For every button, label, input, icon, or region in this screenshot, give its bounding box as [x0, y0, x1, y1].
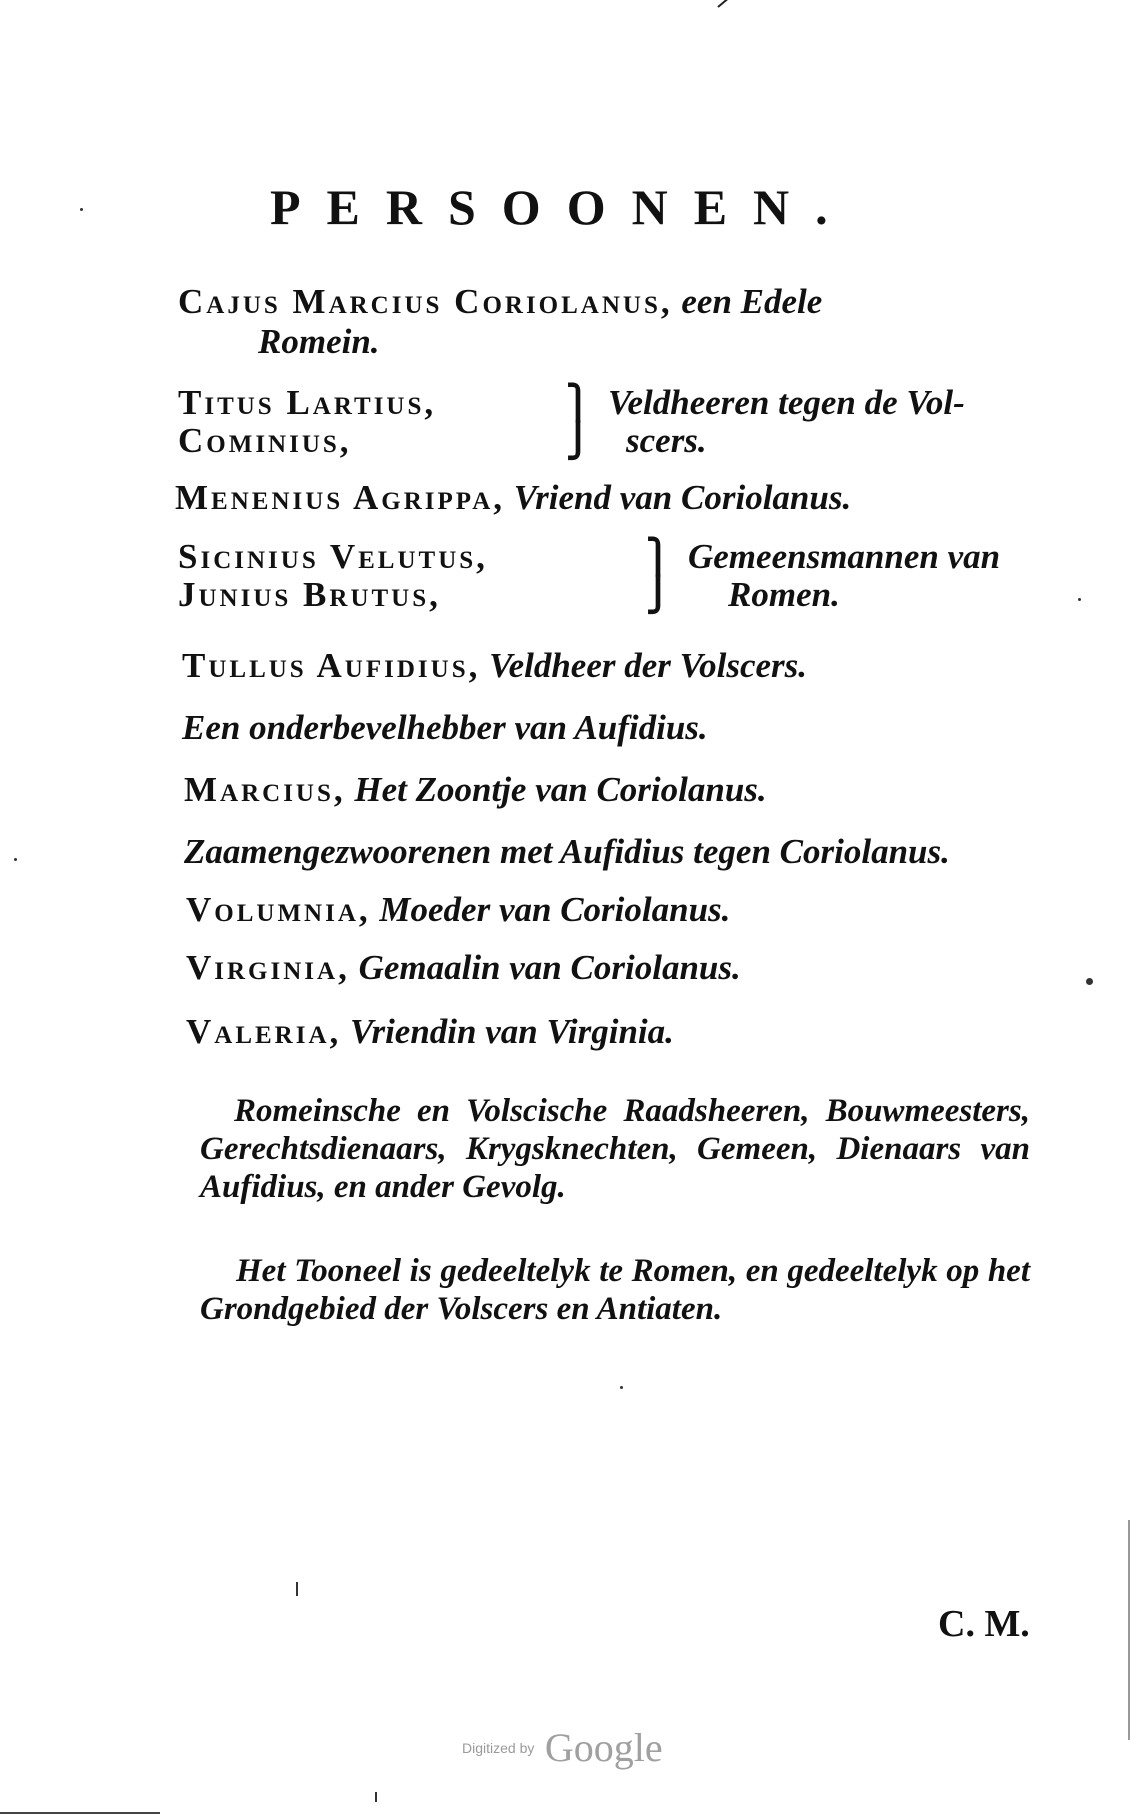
cast-group-generals: [178, 384, 1038, 464]
cast-entry-conspirators: [184, 832, 950, 872]
cast-name: Tullus Aufidius,: [182, 646, 481, 685]
cast-description: een Edele: [681, 282, 823, 321]
cast-entry-marcius: [184, 770, 767, 810]
cast-entry-volumnia: [186, 890, 730, 930]
brace-bottom: ⎭: [645, 575, 671, 615]
cast-name: Valeria,: [186, 1012, 342, 1051]
cast-name: Cajus Marcius Coriolanus,: [178, 282, 673, 321]
cast-description-cont: Romein.: [258, 322, 380, 361]
cast-role-line: Veldheeren tegen de Vol-: [608, 383, 965, 422]
scan-speck: [296, 1582, 298, 1596]
digitized-watermark: [462, 1724, 663, 1771]
cast-entry-virginia: [186, 948, 741, 988]
pencil-mark: [717, 0, 738, 8]
cast-description: Het Zoontje van Coriolanus.: [354, 770, 767, 809]
cast-name: Menenius Agrippa,: [175, 478, 505, 517]
cast-description: Gemaalin van Coriolanus.: [358, 948, 741, 987]
cast-role-line: scers.: [626, 421, 707, 460]
cast-entry-coriolanus-cont: [258, 322, 380, 362]
scan-speck: [620, 1386, 623, 1389]
scan-speck: [14, 858, 17, 861]
cast-role-line: Romen.: [728, 575, 840, 614]
scan-speck: [375, 1792, 377, 1802]
google-logo: Google: [544, 1725, 663, 1770]
scan-bottom-line: [0, 1812, 160, 1814]
cast-name: Volumnia,: [186, 890, 371, 929]
cast-group-names: [178, 538, 488, 614]
cast-description: Moeder van Coriolanus.: [379, 890, 731, 929]
cast-description: Vriendin van Virginia.: [350, 1012, 674, 1051]
cast-role-line: Gemeensmannen van: [688, 537, 1001, 576]
scan-speck: [1078, 598, 1081, 601]
scan-edge-line: [1128, 1520, 1130, 1740]
brace-top: ⎫: [645, 537, 671, 577]
cast-name: Cominius,: [178, 421, 352, 460]
cast-name: Virginia,: [186, 948, 350, 987]
cast-group-names: [178, 384, 436, 460]
brace-top: ⎫: [565, 383, 591, 423]
cast-role: [608, 384, 965, 460]
cast-group-tribunes: [178, 538, 1038, 618]
cast-name: Junius Brutus,: [178, 575, 441, 614]
scan-speck: [80, 208, 83, 211]
brace-bottom: ⎭: [565, 421, 591, 461]
cast-entry-coriolanus: [178, 282, 822, 322]
page-title: PERSOONEN.: [270, 179, 854, 235]
cast-entry-valeria: [186, 1012, 674, 1052]
cast-name: Titus Lartius,: [178, 383, 437, 422]
cast-entry-menenius: [175, 478, 851, 518]
cast-description: Veldheer der Volscers.: [489, 646, 808, 685]
setting-paragraph: Het Tooneel is gedeeltelyk te Romen, en gedeeltelyk op het Grondgebied der Volscers en Antiaten.: [200, 1253, 1030, 1327]
cast-entry-aufidius: [182, 646, 807, 686]
cast-entry-lieutenant: [182, 708, 708, 748]
signature-mark: C. M.: [938, 1603, 1030, 1645]
cast-description: Zaamengezwoorenen met Aufidius tegen Coriolanus.: [184, 832, 950, 871]
cast-role: [688, 538, 1000, 614]
cast-description: Een onderbevelhebber van Aufidius.: [182, 708, 708, 747]
watermark-text: Digitized by: [462, 1739, 535, 1756]
cast-description: Vriend van Coriolanus.: [513, 478, 852, 517]
scan-speck: [1086, 978, 1093, 985]
cast-name: Sicinius Velutus,: [178, 537, 488, 576]
extras-paragraph: Romeinsche en Volscische Raadsheeren, Bouwmeesters, Gerechtsdienaars, Krygsknechten, Gemeen, Dienaars van Aufidius, en ander Gevolg.: [200, 1093, 1030, 1205]
cast-name: Marcius,: [184, 770, 346, 809]
